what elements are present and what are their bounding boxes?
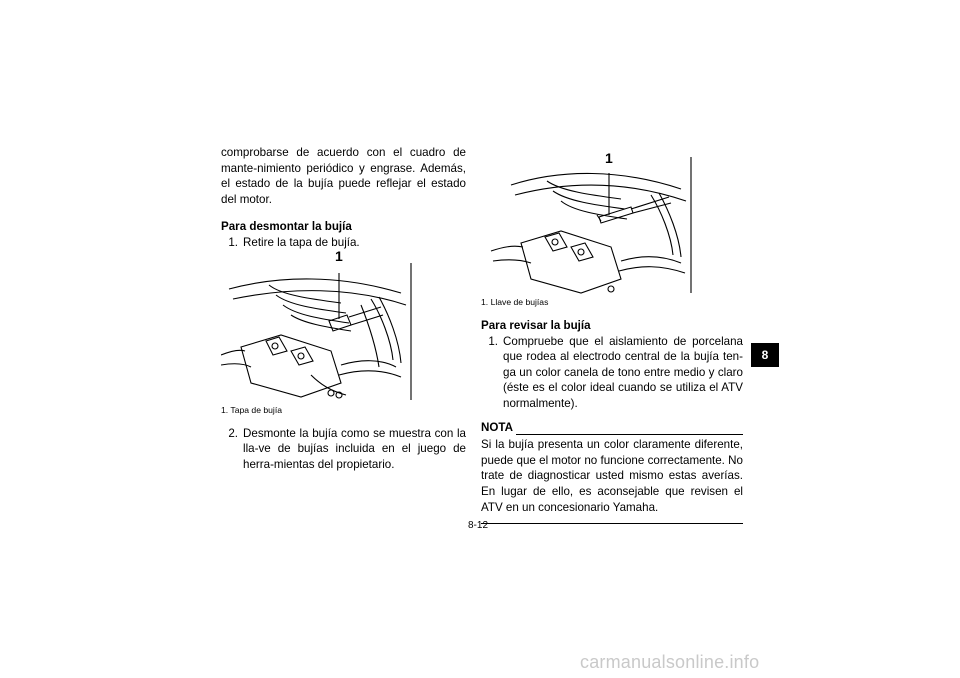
intro-paragraph: comprobarse de acuerdo con el cuadro de mante-nimiento periódico y engrase. Además, el estado de la bujía puede reflejar el estado del motor.: [221, 146, 466, 206]
caption-number: 1.: [221, 404, 229, 415]
list-number: 1.: [488, 334, 498, 348]
section-heading-remove: Para desmontar la bujía: [221, 220, 352, 234]
figure-callout: 1: [335, 247, 343, 264]
note-box: [481, 420, 743, 525]
figure-callout: 1: [605, 150, 613, 166]
note-text: Si la bujía presenta un color claramente diferente, puede que el motor no funcione correctamente. No trate de diagnosticar usted mismo estas averías. En lugar de ello, es aconsejable que revisen el ATV en un concesionario Yamaha.: [481, 438, 743, 514]
figure-spark-plug-cap: [221, 247, 466, 403]
section-heading-check: Para revisar la bujía: [481, 319, 591, 332]
list-text: Retire la tapa de bujía.: [243, 235, 360, 249]
caption-text: Tapa de bujía: [230, 404, 283, 415]
list-item: [221, 235, 466, 251]
list-number: 2.: [228, 426, 238, 440]
note-end-rule: [481, 523, 743, 524]
list-number: 1.: [228, 235, 238, 249]
watermark: carmanualsonline.info: [580, 652, 760, 672]
list-text: Desmonte la bujía como se muestra con la lla-ve de bujías incluida en el juego de herra-mientas del propietario.: [243, 426, 466, 471]
spark-plug-cap-illustration: [221, 255, 421, 403]
list-item: [481, 334, 743, 412]
list-text: Compruebe que el aislamiento de porcelana que rodea al electrodo central de la bujía ten-ga un color canela de tono entre medio y claro (éste es el color ideal cuando se utiliza el ATV normalmente).: [503, 334, 743, 410]
right-column: [481, 145, 743, 524]
list-item: [221, 426, 466, 473]
section-tab: 8: [751, 343, 779, 367]
page-number: 8-12: [468, 520, 489, 531]
figure-caption: [481, 297, 743, 308]
left-column: [221, 145, 466, 472]
note-rule: [516, 424, 743, 435]
figure-caption: [221, 405, 466, 416]
figure-spark-plug-wrench: [481, 145, 743, 295]
spark-plug-wrench-illustration: [481, 145, 701, 295]
note-header: [481, 420, 743, 436]
caption-number: 1.: [481, 297, 489, 307]
note-label: NOTA: [481, 420, 513, 434]
caption-text: Llave de bujías: [490, 297, 549, 307]
